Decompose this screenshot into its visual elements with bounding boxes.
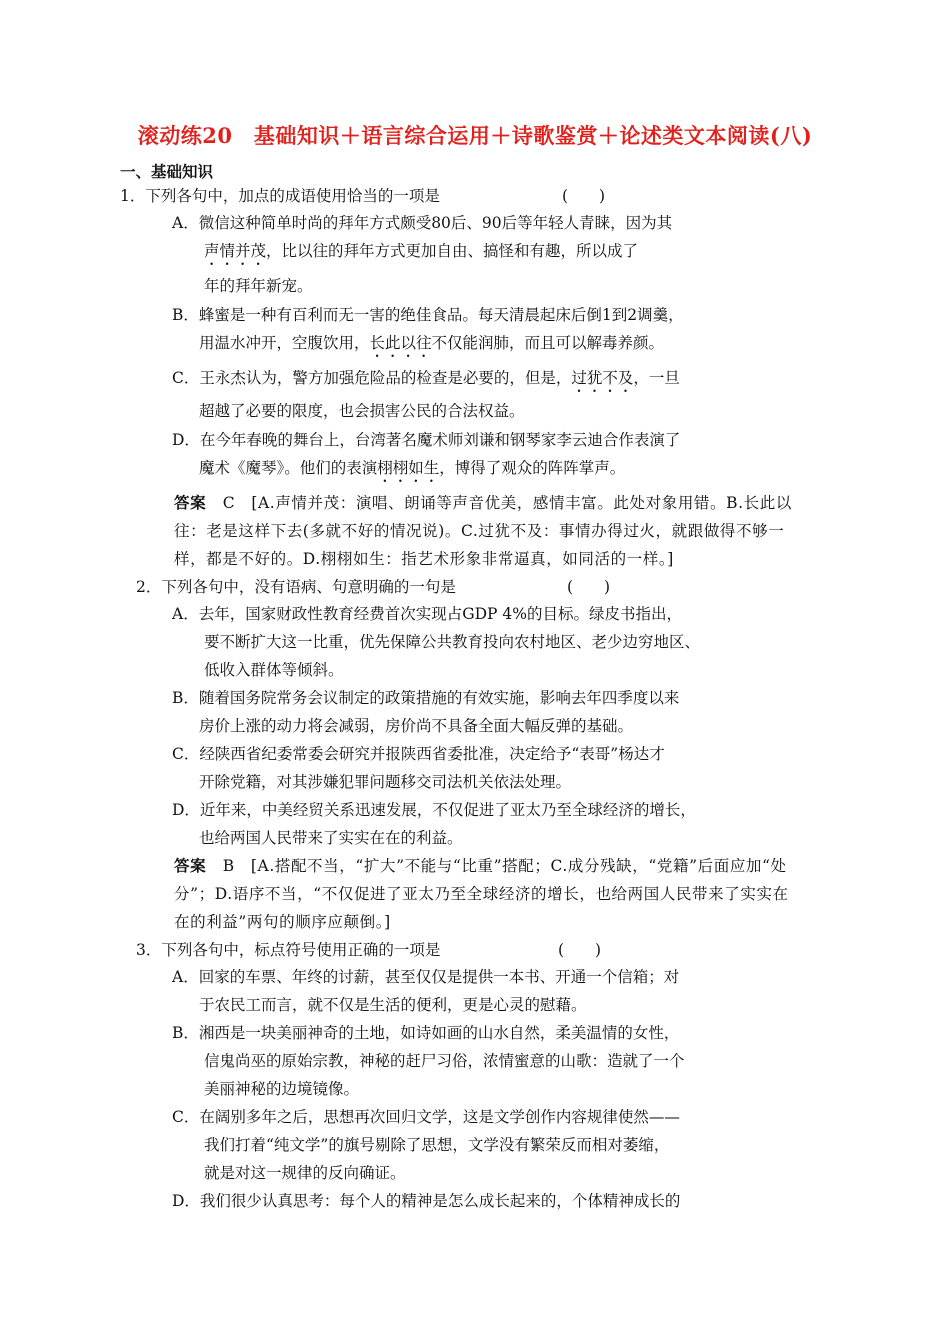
option-1c-line2: 超越了必要的限度，也会损害公民的合法权益。: [199, 402, 525, 420]
option-2c-line1: C．经陕西省纪委常委会研究并报陕西省委批准，决定给予“表哥”杨达才: [172, 745, 665, 763]
question-1-paren: ( ): [562, 187, 606, 205]
option-3c-line3: 就是对这一规律的反向确证。: [204, 1164, 406, 1182]
option-3b-line2: 信鬼尚巫的原始宗教，神秘的赶尸习俗，浓情蜜意的山歌：造就了一个: [204, 1052, 685, 1070]
answer-2-line1: [174, 856, 787, 876]
option-1b-line1: B．蜂蜜是一种有百利而无一害的绝佳食品。每天清晨起床后倒1到2调羹，: [172, 306, 684, 324]
answer-2-line2: 分”；D.语序不当，“不仅促进了亚太乃至全球经济的增长，也给两国人民带来了实实在: [174, 885, 789, 903]
option-1d-line1: D．在今年春晚的舞台上，台湾著名魔术师刘谦和钢琴家李云迪合作表演了: [172, 431, 681, 449]
emphasized-idiom: 长此以往: [369, 334, 432, 352]
option-2d-line2: 也给两国人民带来了实实在在的利益。: [199, 829, 463, 847]
option-text: ，一旦: [633, 369, 680, 387]
option-1a-line1: A．微信这种简单时尚的拜年方式颇受80后、90后等年轻人青睐，因为其: [172, 214, 673, 232]
option-text: 不仅能润肺，而且可以解毒养颜。: [431, 334, 665, 352]
option-2a-line2: 要不断扩大这一比重，优先保障公共教育投向农村地区、老少边穷地区、: [204, 633, 701, 651]
option-3a-line2: 于农民工而言，就不仅是生活的便利，更是心灵的慰藉。: [199, 996, 587, 1014]
option-3d-line1: D．我们很少认真思考：每个人的精神是怎么成长起来的，个体精神成长的: [172, 1192, 681, 1210]
answer-text: C [A.声情并茂：演唱、朗诵等声音优美，感情丰富。此处对象用错。B.长此以: [222, 494, 792, 512]
emphasized-idiom: 栩栩如生: [377, 459, 440, 477]
emphasized-idiom: 声情并茂: [204, 242, 267, 260]
option-text: 魔术《魔琴》。他们的表演: [199, 459, 378, 477]
option-1c-line1: [172, 368, 680, 396]
question-2-paren: ( ): [567, 578, 611, 596]
question-2-stem: 2．下列各句中，没有语病、句意明确的一句是: [136, 578, 456, 596]
option-text: C．王永杰认为，警方加强危险品的检查是必要的，但是，: [172, 369, 572, 387]
option-3a-line1: A．回家的车票、年终的讨薪，甚至仅仅是提供一本书、开通一个信箱；对: [172, 968, 680, 986]
option-3b-line1: B．湘西是一块美丽神奇的土地，如诗如画的山水自然，柔美温情的女性，: [172, 1024, 680, 1042]
option-2b-line2: 房价上涨的动力将会减弱，房价尚不具备全面大幅反弹的基础。: [199, 717, 634, 735]
option-1b-line2: [199, 333, 664, 361]
option-1d-line2: [199, 458, 625, 486]
section-heading: 一、基础知识: [120, 162, 214, 181]
option-2a-line1: A．去年，国家财政性教育经费首次实现占GDP 4%的目标。绿皮书指出，: [172, 605, 682, 623]
answer-text: B [A.搭配不当，“扩大”不能与“比重”搭配；C.成分残缺，“党籍”后面应加“处: [222, 857, 787, 875]
option-3c-line1: C．在阔别多年之后，思想再次回归文学，这是文学创作内容规律使然——: [172, 1108, 680, 1126]
answer-1-line1: [174, 493, 792, 513]
option-2d-line1: D．近年来，中美经贸关系迅速发展，不仅促进了亚太乃至全球经济的增长，: [172, 801, 696, 819]
question-1-stem: [120, 186, 440, 206]
answer-label: 答案: [174, 493, 207, 512]
question-3-stem: 3．下列各句中，标点符号使用正确的一项是: [136, 941, 441, 959]
answer-label: 答案: [174, 856, 207, 875]
option-2b-line1: B．随着国务院常务会议制定的政策措施的有效实施，影响去年四季度以来: [172, 689, 680, 707]
option-2a-line3: 低收入群体等倾斜。: [204, 661, 344, 679]
option-2c-line2: 开除党籍，对其涉嫌犯罪问题移交司法机关依法处理。: [199, 773, 572, 791]
answer-1-line3: 样，都是不好的。D.栩栩如生：指艺术形象非常逼真，如同活的一样。]: [174, 550, 674, 568]
option-text: ，比以往的拜年方式更加自由、搞怪和有趣，所以成了: [266, 242, 639, 260]
page-title: 滚动练20 基础知识＋语言综合运用＋诗歌鉴赏＋论述类文本阅读(八): [137, 123, 813, 148]
option-3b-line3: 美丽神秘的边境镜像。: [204, 1080, 360, 1098]
option-1a-line3: 年的拜年新宠。: [204, 277, 313, 295]
option-1a-line2: [204, 241, 638, 269]
option-3c-line2: 我们打着“纯文学”的旗号剔除了思想，文学没有繁荣反而相对萎缩，: [204, 1136, 670, 1154]
question-3-paren: ( ): [558, 941, 602, 959]
option-text: ，博得了观众的阵阵掌声。: [439, 459, 626, 477]
answer-1-line2: 往：老是这样下去(多就不好的情况说)。C.过犹不及：事情办得过火，就跟做得不够一: [174, 522, 785, 540]
option-text: 用温水冲开，空腹饮用，: [199, 334, 370, 352]
answer-2-line3: 在的利益”两句的顺序应颠倒。]: [174, 913, 391, 931]
emphasized-idiom: 过犹不及: [571, 369, 634, 387]
question-stem-text: 1．下列各句中，加点的成语使用恰当的一项是: [120, 187, 440, 205]
